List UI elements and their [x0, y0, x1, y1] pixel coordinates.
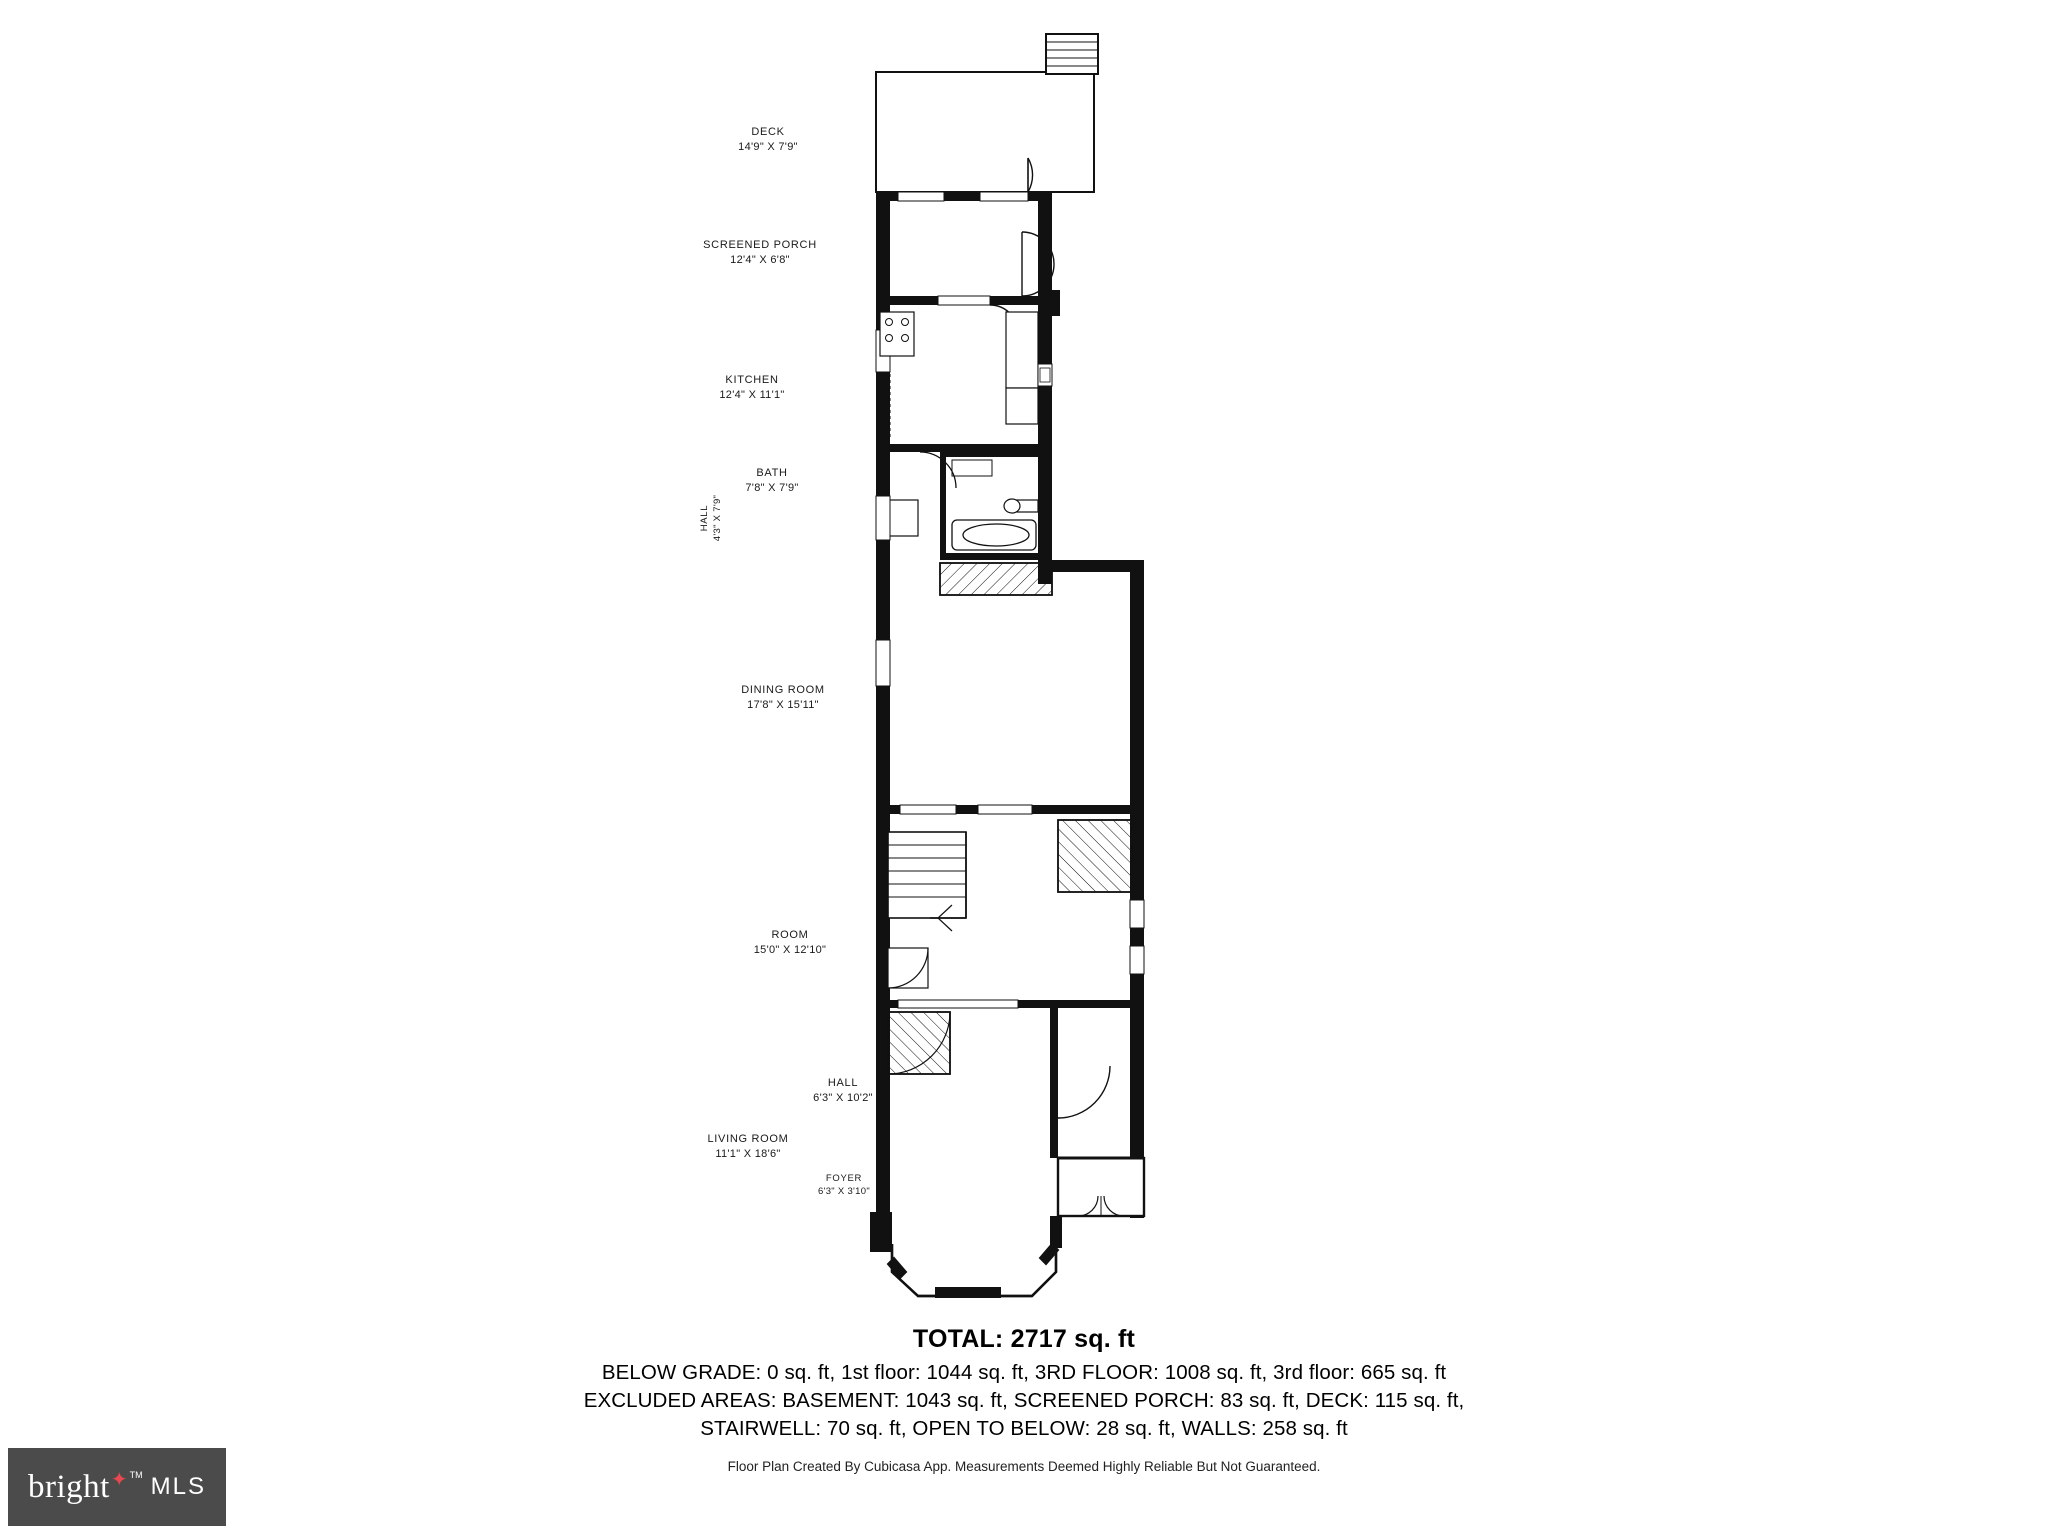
room-label-living-room: LIVING ROOM 11'1" X 18'6"	[707, 1133, 789, 1160]
room-label-room: ROOM 15'0" X 12'10"	[753, 929, 827, 956]
room-label-foyer: FOYER 6'3" X 3'10"	[817, 1173, 871, 1197]
deck-outline	[876, 34, 1098, 192]
bath-outline	[940, 450, 1052, 560]
room-label-screened-porch: SCREENED PORCH 12'4" X 6'8"	[703, 239, 817, 266]
logo-mls-text: MLS	[150, 1473, 206, 1500]
room-label-hall-upper: HALL 4'3" X 7'9"	[699, 494, 723, 542]
room-label-bath: BATH 7'8" X 7'9"	[745, 467, 799, 494]
floor-breakdown-line: BELOW GRADE: 0 sq. ft, 1st floor: 1044 sq. ft, 3RD FLOOR: 1008 sq. ft, 3rd floor: 665 sq. ft	[601, 1361, 1447, 1384]
living-room-outline	[870, 1008, 1144, 1297]
plan-geometry	[870, 34, 1144, 1297]
room-label-hall-lower: HALL 6'3" X 10'2"	[813, 1077, 873, 1104]
dining-room-outline	[876, 560, 1144, 814]
room-label-dining-room: DINING ROOM 17'8" X 15'11"	[741, 684, 825, 711]
logo-star-icon: ✦	[110, 1468, 128, 1491]
room-label-deck: DECK 14'9" X 7'9"	[738, 126, 798, 153]
logo-trademark: TM	[129, 1470, 143, 1480]
excluded-areas-line-2: STAIRWELL: 70 sq. ft, OPEN TO BELOW: 28 sq. ft, WALLS: 258 sq. ft	[700, 1416, 1348, 1440]
total-area: TOTAL: 2717 sq. ft	[912, 1325, 1136, 1353]
room-outline	[876, 814, 1144, 1008]
excluded-areas-line-1: EXCLUDED AREAS: BASEMENT: 1043 sq. ft, SCREENED PORCH: 83 sq. ft, DECK: 115 sq. ft,	[583, 1388, 1465, 1412]
disclaimer-text: Floor Plan Created By Cubicasa App. Measurements Deemed Highly Reliable But Not Guaranteed.	[727, 1458, 1321, 1474]
kitchen-outline	[876, 305, 1052, 452]
logo-brand-text: bright	[28, 1468, 110, 1505]
room-label-kitchen: KITCHEN 12'4" X 11'1"	[719, 374, 785, 401]
area-summary	[0, 1325, 2048, 1474]
bright-mls-logo	[8, 1448, 226, 1526]
